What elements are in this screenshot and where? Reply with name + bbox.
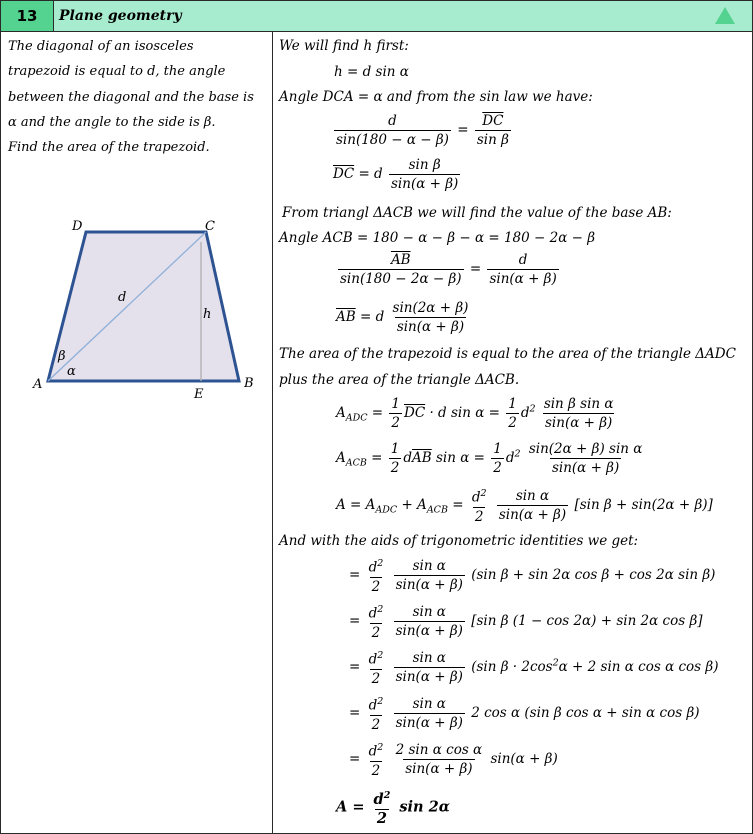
square-exponent: 2 — [514, 448, 521, 460]
problem-line: α and the angle to the side is β. — [8, 114, 216, 130]
frac-den: 2 — [371, 670, 381, 687]
d-symbol: d — [368, 743, 378, 760]
eq-sign: = — [452, 496, 464, 513]
frac-den: sin(α + β) — [551, 460, 620, 476]
problem-number: 13 — [1, 1, 54, 31]
solution-line-6: From triangl ΔACB we will find the value of the base AB: — [282, 205, 672, 221]
d-symbol: d — [505, 450, 515, 466]
square-exponent: 2 — [377, 604, 384, 615]
problem-line: between the diagonal and the base is — [8, 89, 254, 105]
frac-den: 2 — [371, 578, 381, 595]
eq-mid: = d — [358, 166, 383, 182]
dc-symbol: $\overline{DC}$ — [333, 166, 355, 182]
frac-den: sin(180 − 2α − β) — [340, 271, 462, 287]
eq-sign: = — [371, 405, 384, 421]
area-symbol: A = A — [336, 496, 376, 513]
angle-acb-equation: Angle ACB = 180 − α − β − α = 180 − 2α − β — [279, 230, 596, 246]
step-tail: α + 2 sin α cos α cos β) — [558, 658, 719, 675]
collapse-triangle-icon[interactable] — [715, 7, 735, 24]
frac-num: 1 — [390, 441, 400, 457]
vertex-label-e: E — [194, 387, 204, 402]
frac-den: 2 — [391, 415, 400, 431]
d-symbol: d — [368, 605, 378, 622]
frac-den: sin(α + β) — [489, 271, 557, 287]
problem-line: trapezoid is equal to d, the angle — [8, 64, 226, 80]
area-symbol: A — [336, 405, 346, 421]
frac-num: d — [518, 252, 528, 268]
frac-den: 2 — [493, 460, 502, 476]
square-exponent: 2 — [377, 742, 384, 753]
vertex-label-a: A — [33, 377, 43, 392]
frac-den: sin(α + β) — [545, 415, 613, 431]
column-divider — [272, 32, 273, 833]
ab-symbol: $\overline{AB}$ — [412, 450, 432, 466]
frac-den: sin(α + β) — [391, 176, 459, 192]
height-equation: h = d sin α — [334, 64, 409, 80]
eq-sign: = — [457, 122, 469, 138]
frac-num: sin β — [408, 157, 441, 173]
frac-den: 2 — [390, 460, 400, 476]
square-exponent: 2 — [377, 650, 384, 661]
step-tail: [sin β (1 − cos 2α) + sin 2α cos β] — [471, 612, 703, 629]
vertex-label-c: C — [205, 219, 215, 234]
frac-den: 2 — [508, 415, 517, 431]
solution-line-1: We will find h first: — [279, 38, 409, 54]
angle-beta-label: β — [58, 349, 66, 364]
eq-mid: sin α = — [436, 450, 485, 466]
frac-num: sin(2α + β) sin α — [528, 441, 643, 457]
frac-den: sin(180 − α − β) — [336, 132, 449, 148]
frac-den: 2 — [371, 716, 381, 733]
vertex-label-b: B — [244, 376, 254, 391]
square-exponent: 2 — [383, 790, 391, 801]
frac-num: sin α — [515, 487, 550, 504]
problem-line: The diagonal of an isosceles — [8, 39, 194, 54]
section-title: Plane geometry — [59, 8, 182, 24]
frac-den: 2 — [474, 508, 484, 525]
frac-num: sin(2α + β) — [392, 300, 469, 316]
frac-num: 1 — [508, 396, 517, 412]
solution-line-3: Angle DCA = α and from the sin law we have: — [279, 89, 593, 105]
header-bar — [1, 1, 752, 32]
solution-line-15: And with the aids of trigonometric identities we get: — [279, 533, 639, 549]
dc-symbol: $\overline{DC}$ — [404, 405, 426, 421]
solution-line-10: The area of the trapezoid is equal to the area of the triangle ΔADC — [279, 346, 736, 362]
eq-sign: = — [349, 750, 361, 767]
area-subscript: ADC — [375, 504, 398, 516]
frac-den: sin(α + β) — [395, 576, 463, 593]
square-exponent: 2 — [552, 657, 559, 669]
frac-num: d — [388, 113, 397, 129]
eq-mid: · d sin α = — [429, 405, 500, 421]
eq-mid: = d — [359, 309, 385, 325]
angle-alpha-label: α — [67, 364, 76, 379]
eq-sign: = — [469, 261, 482, 277]
plus-term: + A — [401, 496, 427, 513]
frac-num: $\overline{AB}$ — [390, 252, 411, 268]
eq-sign: = — [349, 566, 361, 583]
d-symbol: d — [368, 559, 378, 576]
d-symbol: d — [471, 489, 481, 506]
frac-num: 1 — [391, 396, 400, 412]
square-exponent: 2 — [377, 696, 384, 707]
frac-den: sin(α + β) — [395, 714, 463, 731]
frac-num: sin α — [412, 557, 446, 574]
diagonal-label: d — [118, 290, 127, 305]
square-exponent: 2 — [480, 488, 487, 499]
problem-statement — [8, 34, 266, 160]
frac-num: sin α — [412, 695, 446, 712]
d-symbol: d — [520, 405, 530, 421]
square-exponent: 2 — [529, 403, 536, 415]
area-subscript: ACB — [345, 457, 367, 469]
frac-num: $\overline{DC}$ — [482, 113, 504, 129]
area-subscript: ADC — [345, 412, 368, 424]
frac-num: sin β sin α — [543, 396, 614, 412]
ab-symbol: $\overline{AB}$ — [336, 309, 356, 325]
problem-line: Find the area of the trapezoid. — [8, 140, 210, 156]
frac-den: 2 — [371, 624, 381, 641]
solution-line-11: plus the area of the triangle ΔACB. — [279, 372, 520, 388]
frac-den: 2 — [376, 809, 387, 827]
d-symbol: d — [373, 790, 384, 808]
final-tail: sin 2α — [399, 798, 450, 816]
frac-den: sin(α + β) — [396, 319, 465, 335]
step-tail: sin(α + β) — [490, 750, 558, 767]
eq-sign: = — [349, 704, 361, 721]
frac-num: 1 — [493, 441, 502, 457]
step-tail: 2 cos α (sin β cos α + sin α cos β) — [471, 704, 700, 721]
area-symbol: A — [336, 798, 348, 816]
frac-den: sin(α + β) — [405, 760, 473, 777]
frac-den: sin(α + β) — [498, 506, 567, 523]
d-symbol: d — [403, 450, 413, 466]
square-exponent: 2 — [377, 558, 384, 569]
bracket-term: [sin β + sin(2α + β)] — [574, 496, 713, 513]
frac-num: sin α — [412, 649, 446, 666]
d-symbol: d — [368, 697, 378, 714]
eq-sign: = — [349, 658, 361, 675]
frac-den: sin(α + β) — [395, 622, 463, 639]
frac-den: sin(α + β) — [395, 668, 463, 685]
eq-sign: = — [352, 798, 365, 816]
vertex-label-d: D — [72, 219, 83, 234]
frac-den: sin β — [476, 132, 509, 148]
trapezoid-figure — [30, 212, 260, 402]
area-symbol: A — [336, 450, 346, 466]
step-tail: (sin β · 2cos — [471, 658, 553, 675]
frac-den: 2 — [371, 762, 381, 779]
d-symbol: d — [368, 651, 378, 668]
height-label: h — [203, 307, 212, 322]
eq-sign: = — [349, 612, 361, 629]
step-tail: (sin β + sin 2α cos β + cos 2α sin β) — [471, 566, 716, 583]
eq-sign: = — [371, 450, 383, 466]
frac-num: sin α — [412, 603, 446, 620]
area-subscript: ACB — [426, 504, 448, 516]
frac-num: 2 sin α cos α — [395, 741, 483, 758]
